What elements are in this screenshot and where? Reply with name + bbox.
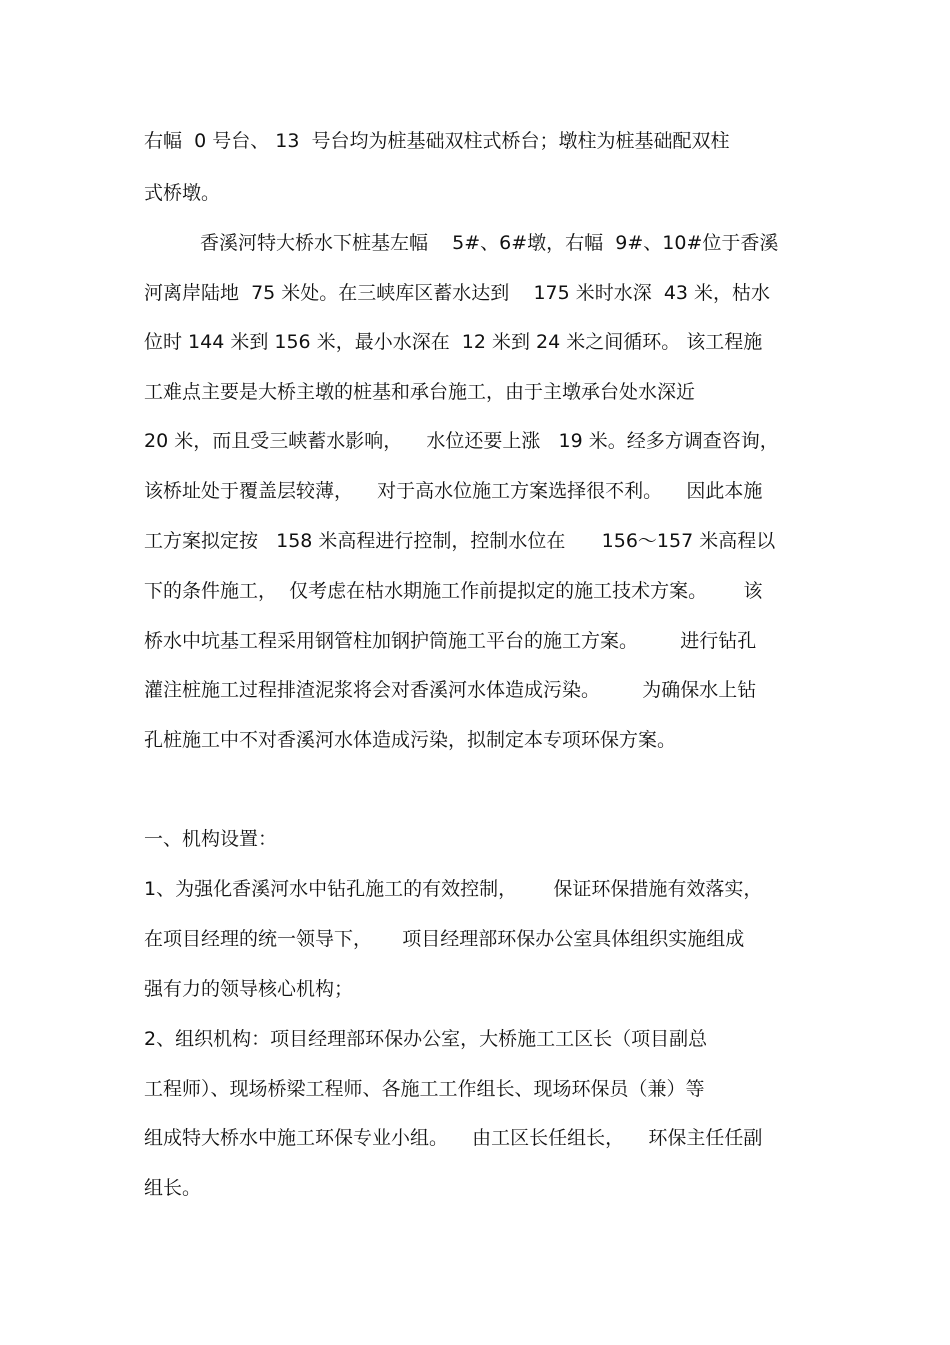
text-line-19: 工程师）、现场桥梁工程师、各施工工作组长、现场环保员（兼）等 [144,1078,705,1100]
text-line-2: 式桥墩。 [144,182,221,204]
text-line-13: 孔桩施工中不对香溪河水体造成污染，拟制定本专项环保方案。 [144,729,677,751]
text-line-1: 右幅 0 号台、 13 号台均为桩基础双柱式桥台；墩柱为桩基础配双柱 [144,130,730,152]
text-line-3: 香溪河特大桥水下桩基左幅 5#、6#墩，右幅 9#、10#位于香溪 [200,232,779,254]
text-line-11: 桥水中坑基工程采用钢管柱加钢护筒施工平台的施工方案。 进行钻孔 [144,630,757,652]
text-line-10: 下的条件施工， 仅考虑在枯水期施工作前提拟定的施工技术方案。 该 [144,580,763,602]
text-line-12: 灌注桩施工过程排渣泥浆将会对香溪河水体造成污染。 为确保水上钻 [144,679,757,701]
section-heading: 一、机构设置： [144,828,278,850]
text-line-8: 该桥址处于覆盖层较薄， 对于高水位施工方案选择很不利。 因此本施 [144,480,763,502]
text-line-6: 工难点主要是大桥主墩的桩基和承台施工，由于主墩承台处水深近 [144,381,696,403]
text-line-17: 强有力的领导核心机构； [144,978,354,1000]
text-line-4: 河离岸陆地 75 米处。在三峡库区蓄水达到 175 米时水深 43 米，枯水 [144,282,771,304]
text-line-20: 组成特大桥水中施工环保专业小组。 由工区长任组长， 环保主任任副 [144,1127,763,1149]
text-line-5: 位时 144 米到 156 米，最小水深在 12 米到 24 米之间循环。 该工程施 [144,331,763,353]
text-line-7: 20 米，而且受三峡蓄水影响， 水位还要上涨 19 米。经多方调查咨询， [144,430,779,452]
text-line-16: 在项目经理的统一领导下， 项目经理部环保办公室具体组织实施组成 [144,928,745,950]
text-line-21: 组长。 [144,1177,202,1199]
text-line-9: 工方案拟定按 158 米高程进行控制，控制水位在 156～157 米高程以 [144,530,776,552]
text-line-18: 2、组织机构：项目经理部环保办公室，大桥施工工区长（项目副总 [144,1028,708,1050]
text-line-15: 1、为强化香溪河水中钻孔施工的有效控制， 保证环保措施有效落实， [144,878,763,900]
